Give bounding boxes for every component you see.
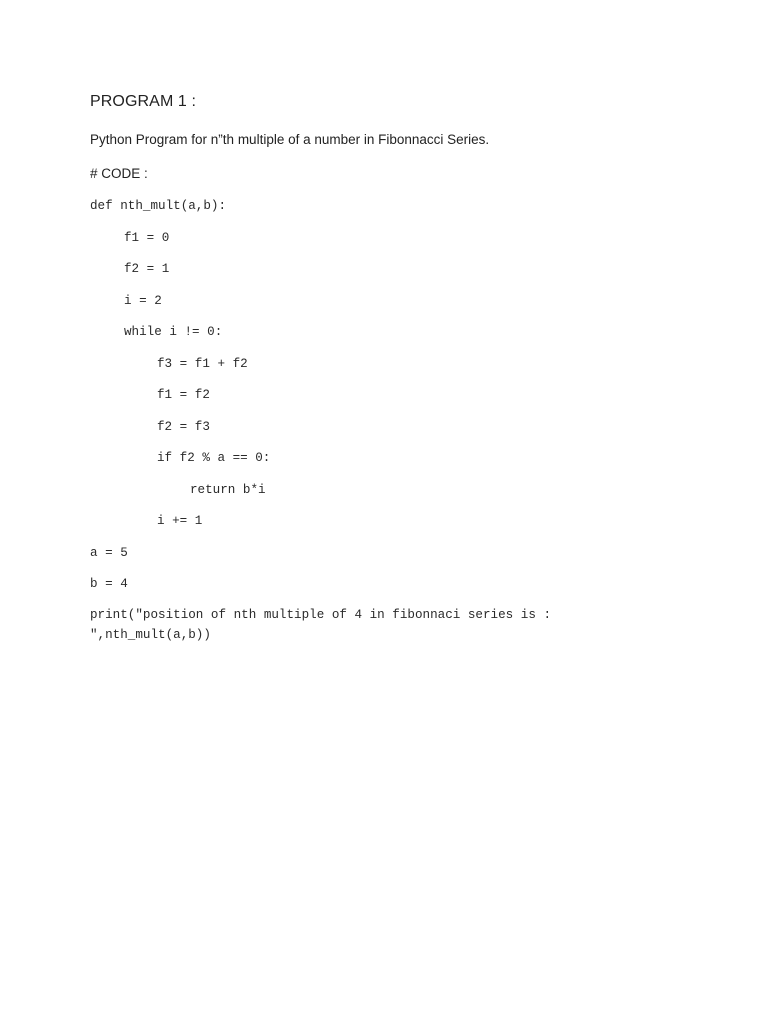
code-line: f1 = 0 [124,231,170,245]
code-line: f2 = 1 [124,262,170,276]
code-line: f1 = f2 [157,388,210,402]
code-line: i = 2 [124,294,162,308]
code-line: f2 = f3 [157,420,210,434]
code-line: b = 4 [90,577,128,591]
code-line: while i != 0: [124,325,223,339]
program-description: Python Program for n”th multiple of a number in Fibonnacci Series. [90,132,490,147]
code-line: def nth_mult(a,b): [90,199,227,213]
code-line: ",nth_mult(a,b)) [90,628,211,642]
program-heading: PROGRAM 1 : [90,93,197,110]
code-label: # CODE : [90,166,148,181]
code-line: if f2 % a == 0: [157,451,271,465]
code-line: i += 1 [157,514,203,528]
code-line: a = 5 [90,546,128,560]
code-line: f3 = f1 + f2 [157,357,248,371]
code-line: print("position of nth multiple of 4 in fibonnaci series is : [90,608,552,622]
code-line: return b*i [190,483,266,497]
